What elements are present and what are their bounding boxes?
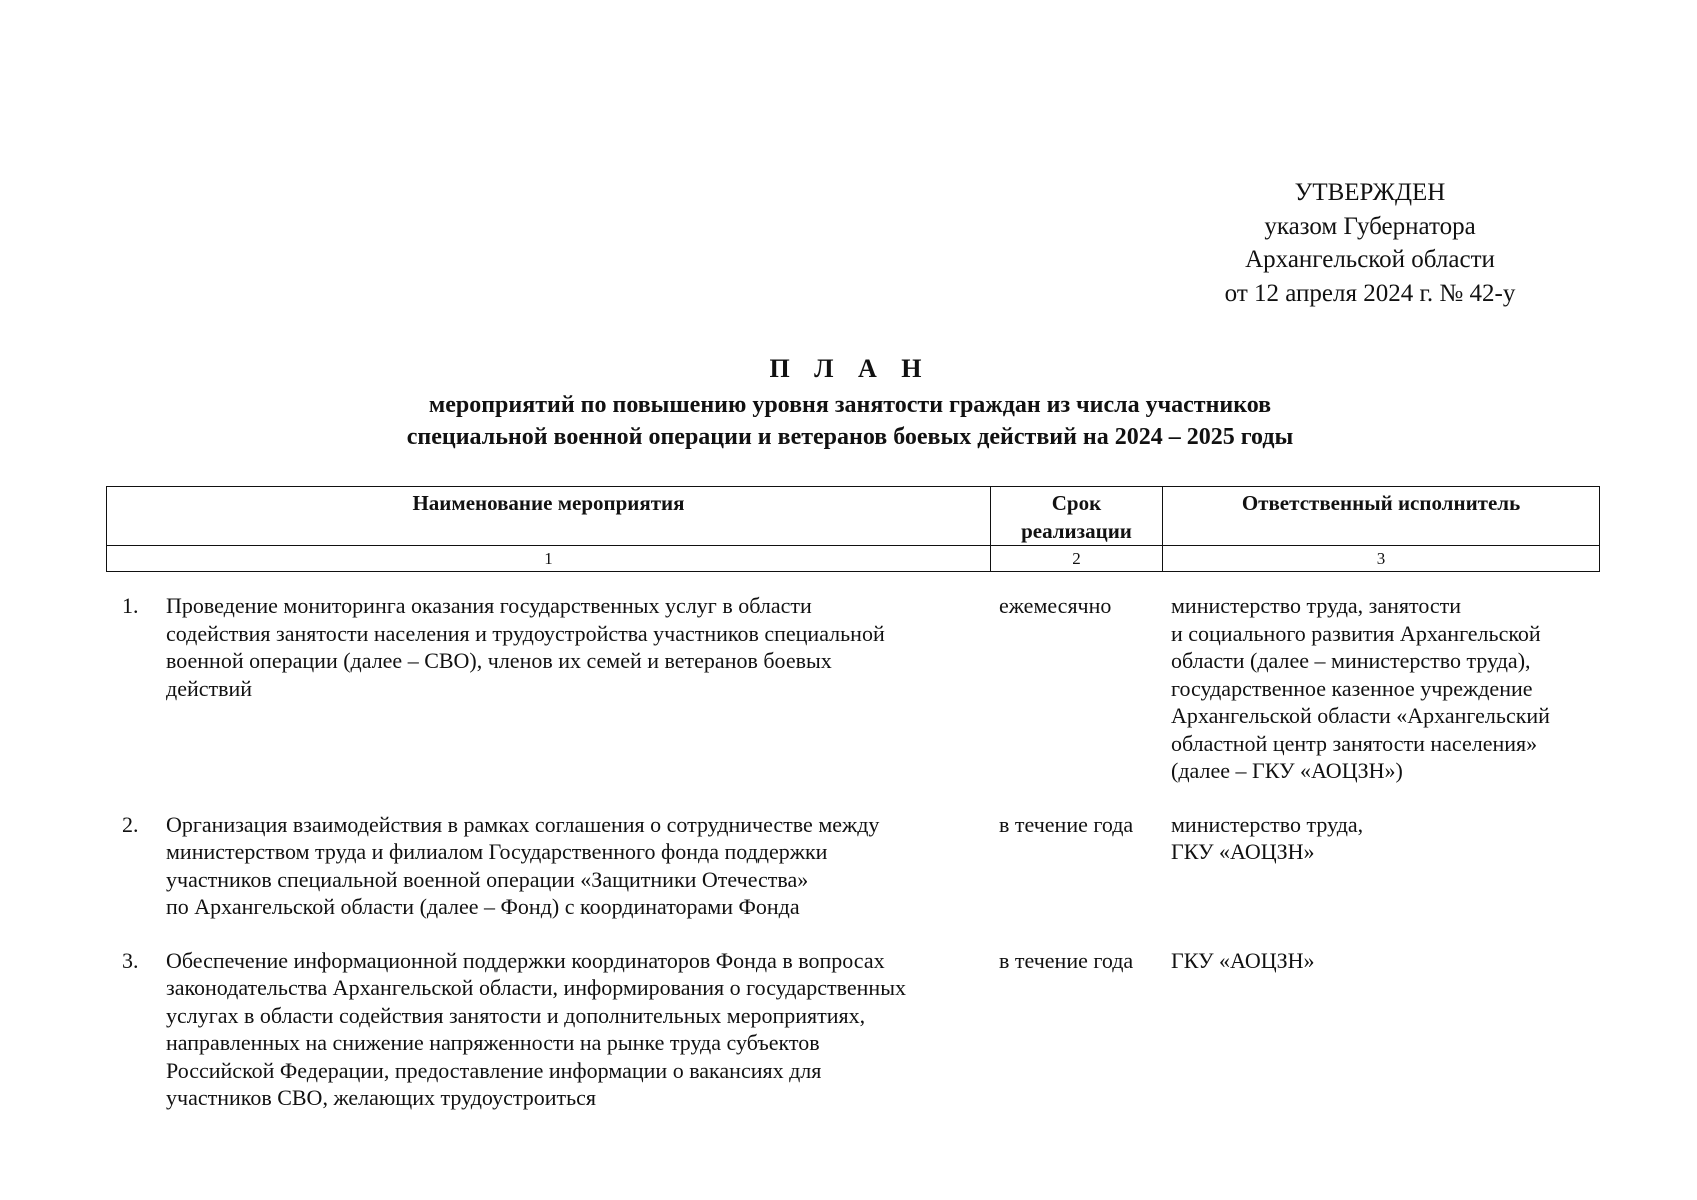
header-term-line-1: Срок	[1051, 491, 1102, 515]
activity-name-line: участников специальной военной операции «Защитники Отечества»	[166, 866, 809, 892]
table-row	[106, 811, 1599, 921]
responsible-line: Архангельской области «Архангельский	[1171, 703, 1550, 728]
title-subtitle-line-2: специальной военной операции и ветеранов боевых действий на 2024 – 2025 годы	[406, 424, 1294, 450]
activity-name-line: Обеспечение информационной поддержки координаторов Фонда в вопросах	[166, 947, 885, 973]
activity-name-line: направленных на снижение напряженности на рынке труда субъектов	[166, 1030, 820, 1055]
activity-name	[166, 592, 990, 785]
row-number: 3.	[122, 947, 139, 973]
responsible-executor	[1162, 811, 1599, 921]
column-number-row	[107, 546, 1600, 572]
approval-date-number: от 12 апреля 2024 г. № 42-у	[1224, 279, 1516, 307]
activity-name-line: действий	[166, 675, 253, 701]
responsible-executor	[1162, 592, 1599, 785]
table-row	[106, 947, 1599, 1112]
activity-name	[166, 811, 990, 921]
title-subtitle-line-1: мероприятий по повышению уровня занятости граждан из числа участников	[428, 392, 1272, 418]
document-title	[200, 352, 1500, 453]
activity-name-line: министерством труда и филиалом Государственного фонда поддержки	[166, 839, 828, 864]
responsible-line: министерство труда, занятости	[1171, 593, 1462, 618]
plan-rows	[106, 592, 1599, 1112]
activity-name-line: участников СВО, желающих трудоустроиться	[166, 1085, 597, 1110]
column-number-2: 2	[991, 546, 1163, 572]
activity-name-line: Российской Федерации, предоставление информации о вакансиях для	[166, 1057, 822, 1083]
responsible-line: областной центр занятости населения»	[1171, 730, 1538, 756]
column-number-1: 1	[107, 546, 991, 572]
row-number: 1.	[122, 593, 139, 618]
title-main: П Л А Н	[769, 354, 931, 383]
implementation-term: ежемесячно	[999, 593, 1112, 618]
activity-name-line: услугах в области содействия занятости и дополнительных мероприятиях,	[166, 1002, 866, 1028]
header-row	[107, 487, 1600, 546]
activity-name-line: Организация взаимодействия в рамках соглашения о сотрудничестве между	[166, 811, 880, 837]
approval-region: Архангельской области	[1245, 246, 1495, 273]
approval-status: УТВЕРЖДЕН	[1294, 179, 1446, 206]
implementation-term: в течение года	[999, 811, 1134, 837]
responsible-line: ГКУ «АОЦЗН»	[1171, 947, 1315, 973]
activity-name-line: военной операции (далее – СВО), членов их семей и ветеранов боевых	[166, 648, 832, 673]
implementation-term: в течение года	[999, 947, 1134, 973]
activity-name	[166, 947, 990, 1112]
activity-name-line: по Архангельской области (далее – Фонд) с координаторами Фонда	[166, 894, 800, 919]
activity-name-line: содействия занятости населения и трудоустройства участников специальной	[166, 620, 885, 646]
header-term	[991, 487, 1163, 546]
responsible-line: ГКУ «АОЦЗН»	[1171, 839, 1315, 864]
column-number-3: 3	[1163, 546, 1600, 572]
responsible-line: области (далее – министерство труда),	[1171, 648, 1531, 673]
responsible-line: министерство труда,	[1171, 811, 1364, 837]
approval-stamp	[1180, 176, 1560, 310]
responsible-line: государственное казенное учреждение	[1171, 675, 1533, 701]
plan-table-header	[106, 486, 1600, 572]
responsible-line: (далее – ГКУ «АОЦЗН»)	[1171, 758, 1403, 783]
header-activity-name: Наименование мероприятия	[107, 487, 991, 546]
activity-name-line: Проведение мониторинга оказания государственных услуг в области	[166, 593, 812, 618]
row-number: 2.	[122, 811, 139, 837]
header-term-line-2: реализации	[1021, 519, 1132, 543]
approval-decree: указом Губернатора	[1264, 212, 1476, 240]
responsible-executor	[1162, 947, 1599, 1112]
activity-name-line: законодательства Архангельской области, информирования о государственных	[166, 975, 906, 1000]
table-row	[106, 592, 1599, 785]
responsible-line: и социального развития Архангельской	[1171, 620, 1541, 646]
header-responsible: Ответственный исполнитель	[1163, 487, 1600, 546]
